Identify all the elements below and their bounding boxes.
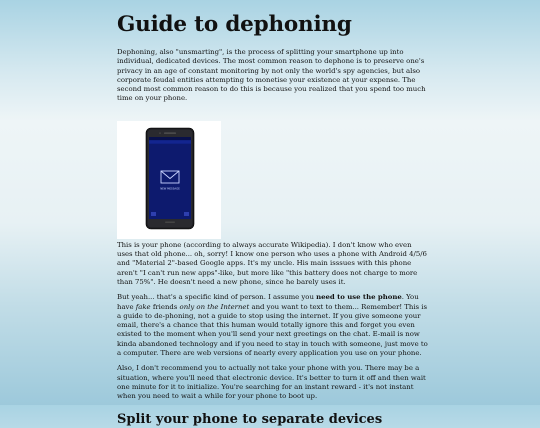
text-run: friends — [150, 302, 180, 311]
text-run: and you want to text to them... Remember! This is a guide to de-phoning, not a guide to stop using the internet. If you give someone your email, there's a chance that this human would totally ignore this and forget you even existed to the moment when you'll send your next greetings on the chat. E-mail is now kinda abandoned technology and if you need to stay in touch with someone, just move to a computer. There are web versions of nearly every application you use on your phone. — [117, 302, 428, 358]
smartphone-illustration — [117, 121, 221, 239]
need-phone-paragraph — [117, 293, 429, 358]
italic-text: fake — [135, 302, 151, 311]
italic-text: only on the Internet — [179, 302, 250, 311]
intro-paragraph: Dephoning, also "unsmarting", is the process of splitting your smartphone up into individual, dedicated devices. The most common reason to dephone is to preserve one's privacy in an age of constant monitoring by not only the world's spy agencies, but also corporate feudal entities attempting to monetise your existence at your expense. The second most common reason to do this is because you realized that you spend too much time on your phone. — [117, 48, 426, 103]
section-heading: Split your phone to separate devices — [117, 411, 383, 427]
text-run: But yeah... that's a specific kind of person. I assume you — [117, 293, 317, 302]
text-run: . You have — [117, 293, 419, 311]
article — [117, 0, 429, 428]
new-message-text: NEW MESSAGE — [160, 187, 180, 191]
recommendation-paragraph: Also, I don't recommend you to actually not take your phone with you. There may be a situation, where you'll need that electronic device. It's better to turn it off and then wait one minute for it to initialize. You're searching for an instant reward - it's not instant when you need to wait a while for your phone to boot up. — [117, 364, 426, 401]
page-title: Guide to dephoning — [117, 12, 352, 37]
bold-text: need to use the phone — [316, 293, 402, 302]
image-caption-paragraph: This is your phone (according to always accurate Wikipedia). I don't know who even uses that old phone... oh, sorry! I know one person who uses a phone with Android 4/5/6 and "Material 2"-based Google apps. It's my uncle. His main isssues with this phone aren't "I can't run new apps"-like, but more like "this battery does not charge to more than 75%". He doesn't need a new phone, since he barely uses it. — [117, 240, 427, 286]
phone-image — [117, 121, 221, 239]
